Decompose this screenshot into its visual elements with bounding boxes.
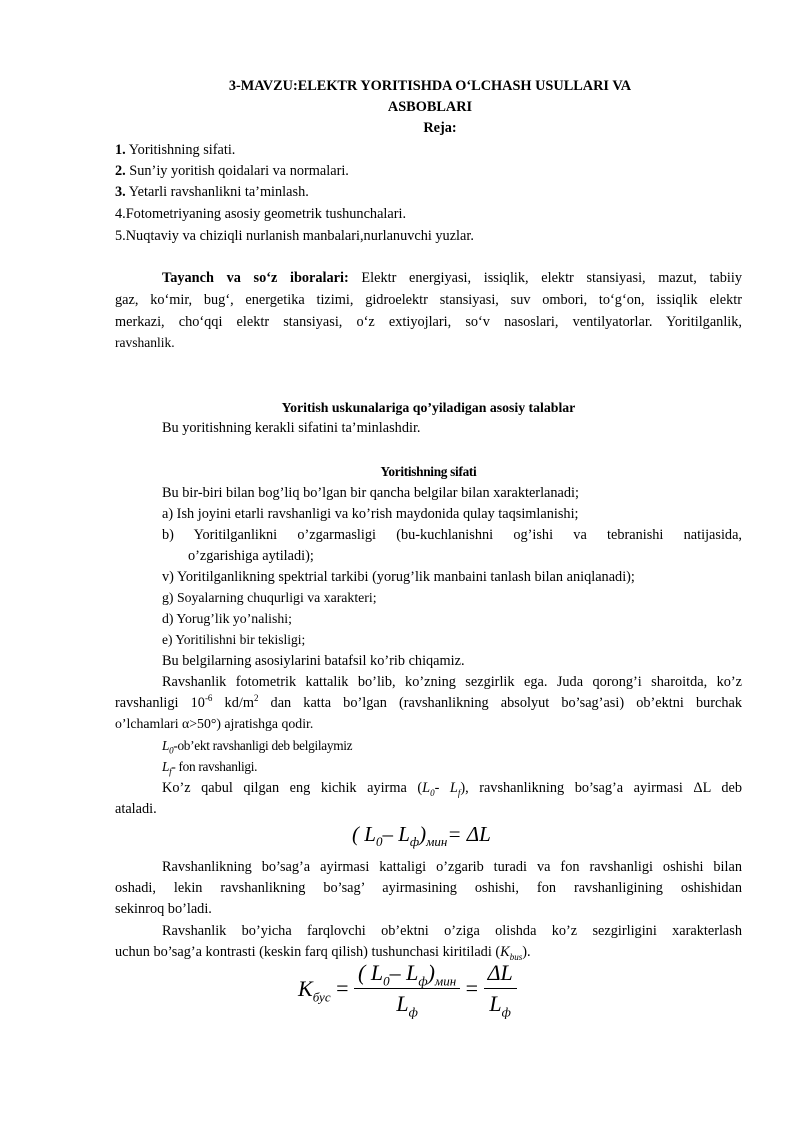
- plan-item-5: 5.Nuqtaviy va chiziqli nurlanish manbalari,nurlanuvchi yuzlar.: [115, 228, 474, 244]
- topic-title-line2: ASBOBLARI: [387, 99, 473, 115]
- keywords-line1: Tayanch va so‘z iboralari: Elektr energiyasi, issiqlik, elektr stansiyasi, mazut, tabiiy: [162, 270, 742, 286]
- criterion-g: g) Soyalarning chuqurligi va xarakteri;: [162, 590, 377, 605]
- definition-L0: $L_0-ob’ekt$ ravshanligi deb belgilaymiz: [162, 738, 353, 756]
- section-text-requirements: Bu yoritishning kerakli sifatini ta’minlashdir.: [162, 420, 421, 436]
- kbus-line2: uchun bo’sag’a kontrasti (keskin farq qilish) tushunchasi kiritiladi $(K_{bus})$.: [115, 944, 531, 962]
- section-heading-quality: Yoritishning sifati: [380, 464, 477, 479]
- contrast-line3: sekinroq bo’ladi.: [115, 901, 212, 917]
- criterion-b-line1: b) Yoritilganlikni o’zgarmasligi (bu-kuchlanishni og’ishi va tebranishi natijasida,: [162, 527, 742, 543]
- keywords-line4: ravshanlik.: [115, 335, 175, 350]
- criterion-b-line2: o’zgarishiga aytiladi);: [188, 548, 314, 564]
- topic-title-line1: 3-MAVZU:ELEKTR YORITISHDA O‘LCHASH USULLARI VA: [228, 78, 632, 94]
- section-heading-requirements: Yoritish uskunalariga qo’yiladigan asosiy talablar: [281, 400, 576, 415]
- contrast-line2: oshadi, lekin ravshanlikning bo’sag’ ayirmasining oshishi, fon ravshanligining oshishidan: [115, 880, 742, 896]
- brightness-line2: ravshanligi $10^{-6}$ $kd/m^2$ dan katta bo’lgan (ravshanlikning absolyut bo’sag’asi) ob’ektni burchak: [115, 693, 742, 711]
- contrast-line1: Ravshanlikning bo’sag’a ayirmasi kattaligi o’zgarib turadi va fon ravshanligi oshishi bilan: [162, 859, 742, 875]
- threshold-line2: ataladi.: [115, 801, 157, 817]
- plan-item-2: 2. Sun’iy yoritish qoidalari va normalari.: [115, 163, 349, 179]
- formula-delta-L: ( $L_0-$ $L_ф)_{мин}= \Delta L$: [352, 822, 491, 850]
- plan-item-1: 1. Yoritishning sifati.: [115, 142, 236, 158]
- brightness-line1: Ravshanlik fotometrik kattalik bo’lib, ko’zning sezgirlik ega. Juda qorong’i sharoitda, ko’z: [162, 674, 742, 690]
- criterion-e: e) Yoritilishni bir tekisligi;: [162, 632, 306, 647]
- criterion-d: d) Yorug’lik yo’nalishi;: [162, 611, 292, 626]
- threshold-line1: Ko’z qabul qilgan eng kichik ayirma ($L_0-$ $L_f$), ravshanlikning bo’sag’a ayirmasi ΔL deb: [162, 780, 742, 798]
- keywords-line2: gaz, ko‘mir, bug‘, energetika tizimi, gidroelektr stansiyasi, suv ombori, to‘g‘on, issiqlik elektr: [115, 292, 742, 308]
- criterion-a: a) Ish joyini etarli ravshanligi va ko’rish maydonida qulay taqsimlanishi;: [162, 506, 579, 522]
- kbus-line1: Ravshanlik bo’yicha farqlovchi ob’ektni o’ziga olishda ko’z sezgirligini xarakterlash: [162, 923, 742, 939]
- definition-Lf: $L_f-$ fon ravshanligi.: [162, 759, 258, 777]
- criterion-v: v) Yoritilganlikning spektrial tarkibi (yorug’lik manbaini tanlash bilan aniqlanadi);: [162, 569, 635, 585]
- plan-item-4: 4.Fotometriyaning asosiy geometrik tushunchalari.: [115, 206, 407, 222]
- brightness-line3: o’lchamlari α>50°) ajratishga qodir.: [115, 716, 314, 731]
- formula-kbus: $K_{бус}$ = $\frac{( L_0- L_ф)_{мин}}{L_ф}$ = $\frac{\Delta L}{L_ф}$: [298, 960, 517, 1017]
- plan-heading: Reja:: [423, 120, 457, 136]
- keywords-line3: merkazi, cho‘qqi elektr stansiyasi, o‘z extiyojlari, so‘v nasoslari, ventilyatorlar. Yoritilganlik,: [115, 314, 742, 330]
- plan-item-3: 3. Yetarli ravshanlikni ta’minlash.: [115, 184, 309, 200]
- paragraph-consider: Bu belgilarning asosiylarini batafsil ko’rib chiqamiz.: [162, 653, 465, 669]
- quality-intro: Bu bir-biri bilan bog’liq bo’lgan bir qancha belgilar bilan xarakterlanadi;: [162, 485, 579, 501]
